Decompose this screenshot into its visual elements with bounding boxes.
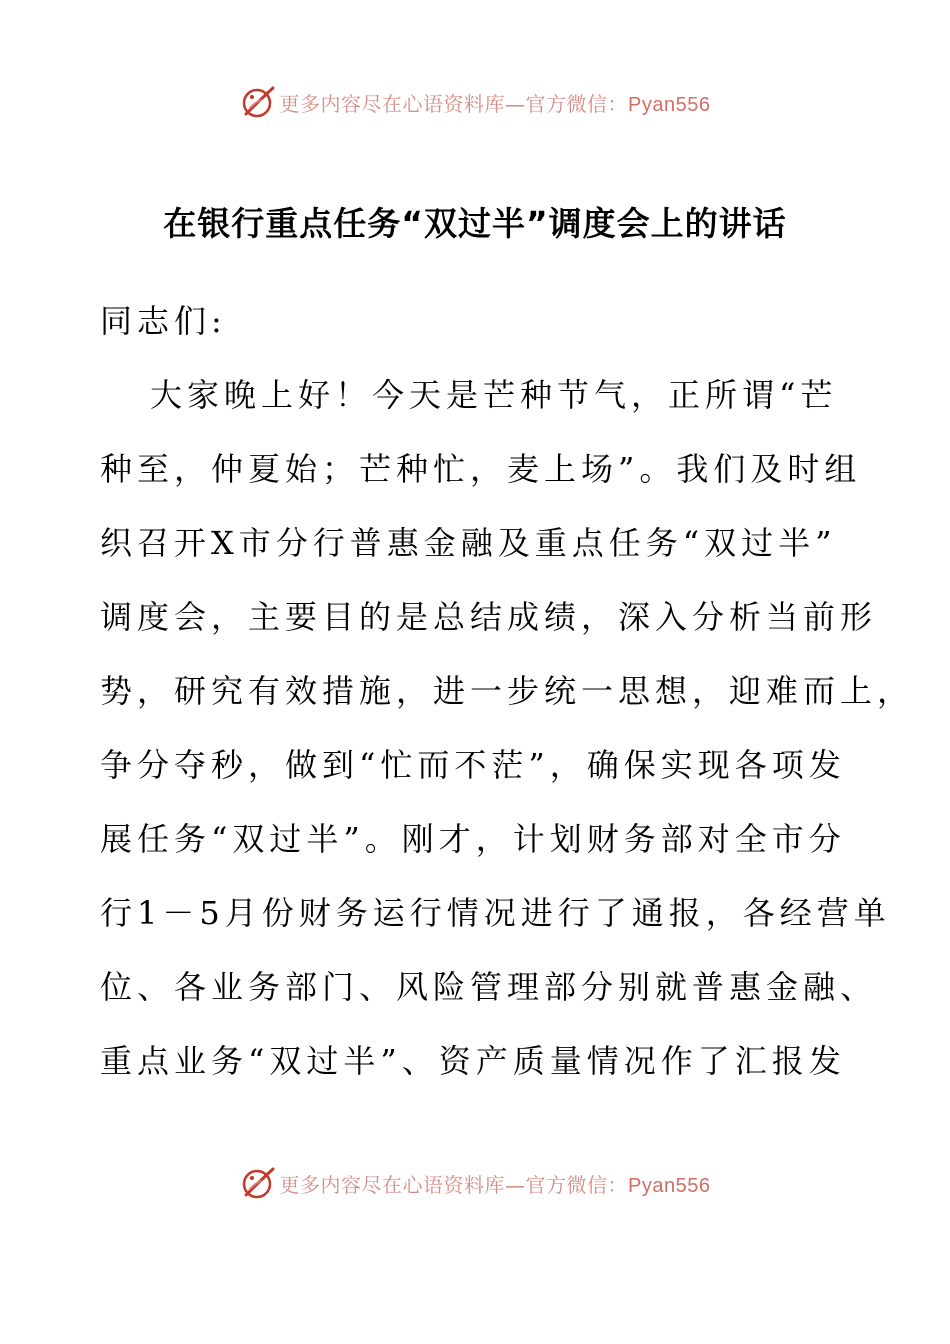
paragraph-line: 展任务“双过半”。刚才，计划财务部对全市分 — [100, 820, 846, 858]
watermark-text: 更多内容尽在心语资料库—官方微信：Pyan556 — [279, 91, 711, 116]
watermark-text: 更多内容尽在心语资料库—官方微信：Pyan556 — [279, 1172, 711, 1197]
paragraph-line: 行1－5月份财务运行情况进行了通报，各经营单 — [100, 894, 891, 932]
footer-watermark — [0, 1163, 950, 1203]
salutation: 同志们: — [100, 302, 227, 340]
paragraph-line: 种至，仲夏始；芒种忙，麦上场”。我们及时组 — [100, 450, 862, 488]
paragraph-line: 争分夺秒，做到“忙而不茫”，确保实现各项发 — [100, 746, 846, 784]
brush-circle-logo-icon — [240, 84, 276, 120]
body-paragraph — [100, 358, 915, 1098]
brush-circle-logo-icon — [240, 1165, 276, 1201]
header-watermark — [0, 82, 950, 122]
paragraph-line: 重点业务“双过半”、资产质量情况作了汇报发 — [100, 1042, 846, 1080]
paragraph-line: 调度会，主要目的是总结成绩，深入分析当前形 — [100, 598, 878, 636]
paragraph-line: 大家晚上好！今天是芒种节气，正所谓“芒 — [150, 376, 838, 414]
paragraph-line: 势，研究有效措施，进一步统一思想，迎难而上， — [100, 672, 915, 710]
paragraph-line: 织召开X市分行普惠金融及重点任务“双过半” — [100, 524, 837, 562]
document-title: 在银行重点任务“双过半”调度会上的讲话 — [163, 204, 787, 243]
paragraph-line: 位、各业务部门、风险管理部分别就普惠金融、 — [100, 968, 878, 1006]
